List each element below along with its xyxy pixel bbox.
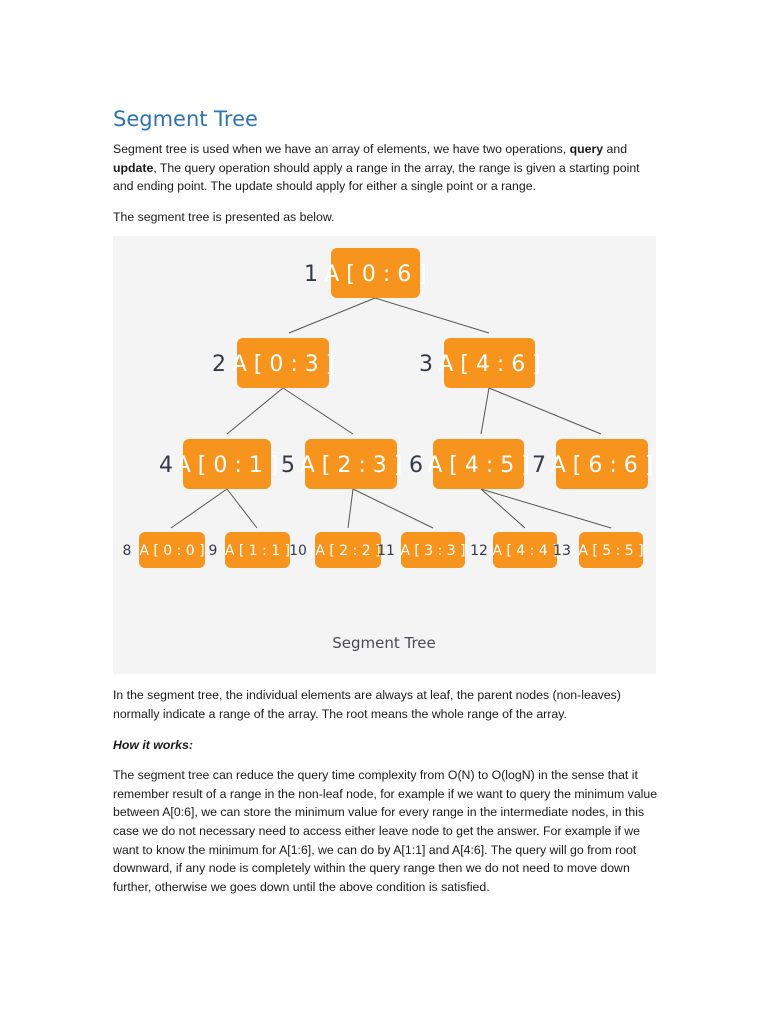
tree-node-index: 8	[122, 543, 132, 560]
tree-node-label: A [ 0 : 1 ]	[175, 453, 279, 479]
page-title: Segment Tree	[113, 107, 258, 131]
tree-node-label: A [ 0 : 0 ]	[139, 543, 205, 560]
tree-node-label: A [ 2 : 3 ]	[299, 453, 403, 479]
leaf-paragraph: In the segment tree, the individual elements are always at leaf, the parent nodes (non-leaves) normally indicate a range of the array. The root means the whole range of the array.	[113, 688, 621, 721]
tree-node-label: A [ 5 : 5 ]	[578, 543, 644, 560]
tree-edge	[353, 489, 433, 528]
tree-node-label: A [ 0 : 6 ]	[324, 262, 427, 288]
tree-node-index: 10	[289, 543, 307, 560]
tree-node-index: 2	[212, 352, 226, 378]
tree-node-label: A [ 2 : 2 ]	[315, 543, 381, 560]
tree-node-label: A [ 3 : 3 ]	[400, 543, 466, 560]
segment-tree-diagram	[113, 236, 656, 674]
presented-paragraph: The segment tree is presented as below.	[113, 209, 335, 224]
tree-edge	[481, 489, 525, 528]
tree-node-index: 6	[409, 453, 423, 479]
tree-edge	[171, 489, 227, 528]
tree-node-index: 13	[553, 543, 571, 560]
tree-node-index: 1	[304, 262, 318, 288]
tree-node-index: 9	[208, 543, 218, 560]
tree-node-index: 4	[159, 453, 173, 479]
tree-node-label: A [ 0 : 3 ]	[231, 352, 335, 378]
intro-text-1: Segment tree is used when we have an array of elements, we have two operations,	[113, 142, 570, 156]
intro-paragraph	[113, 140, 658, 196]
tree-node-label: A [ 4 : 4 ]	[492, 543, 558, 560]
tree-edge	[481, 388, 489, 434]
tree-edge	[289, 298, 375, 333]
tree-node-index: 11	[377, 543, 395, 560]
tree-edge	[283, 388, 353, 434]
tree-edge	[227, 388, 283, 434]
tree-node-label: A [ 6 : 6 ]	[550, 453, 654, 479]
how-it-works-paragraph: The segment tree can reduce the query time complexity from O(N) to O(logN) in the sense that it remember result of a range in the non-leaf node, for example if we want to query the minimum value between A[0:6], we can store the minimum value for every range in the intermediate nodes, in this case we do not necessary need to access either leave node to get the answer. For example if we want to know the minimum for A[1:6], we can do by A[1:1] and A[4:6]. The query will go from root downward, if any node is completely within the query range then we do not need to move down further, otherwise we goes down until the above condition is satisfied.	[113, 768, 658, 894]
tree-node-index: 7	[532, 453, 546, 479]
document-content	[113, 104, 658, 896]
segment-tree-figure	[113, 236, 656, 674]
tree-edge	[348, 489, 353, 528]
tree-edge	[489, 388, 601, 434]
tree-edge	[375, 298, 489, 333]
intro-text-2: , The query operation should apply a range in the array, the range is given a starting point and ending point. The update should apply for either a single point or a range.	[113, 160, 640, 194]
tree-node-label: A [ 1 : 1 ]	[224, 543, 291, 560]
update-term: update	[113, 160, 154, 175]
tree-node-label: A [ 4 : 6 ]	[438, 352, 541, 378]
tree-node-index: 12	[470, 543, 488, 560]
query-term: query	[569, 142, 604, 156]
how-it-works-heading: How it works:	[113, 737, 193, 752]
tree-node-index: 3	[419, 352, 433, 378]
tree-edge	[227, 489, 257, 528]
tree-edge	[481, 489, 611, 528]
figure-caption: Segment Tree	[332, 634, 436, 653]
intro-text-and: and	[603, 142, 628, 156]
tree-node-index: 5	[281, 453, 295, 479]
tree-node-label: A [ 4 : 5 ]	[427, 453, 530, 479]
